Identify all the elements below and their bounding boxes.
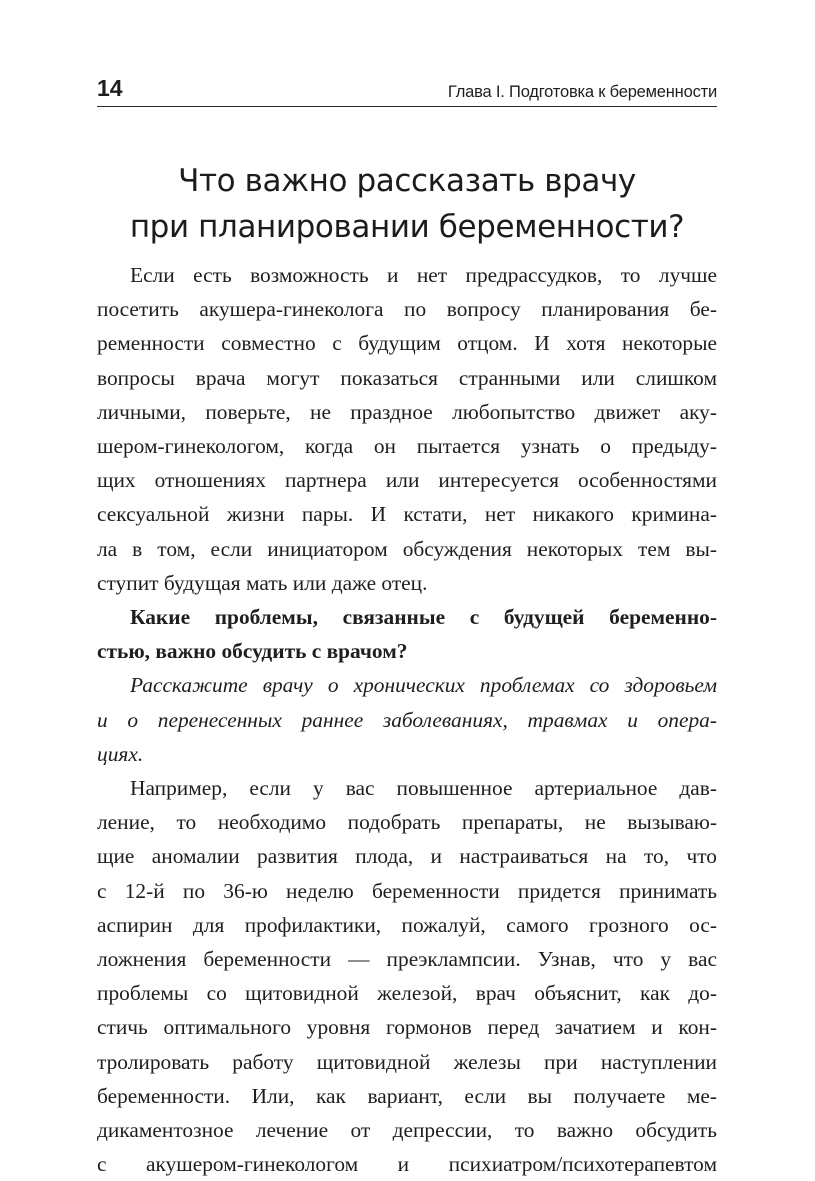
text-line: Расскажите врачу о хронических проблемах со здоровьем [130, 673, 717, 698]
page-number: 14 [97, 75, 123, 101]
text-line: ступит будущая мать или даже отец. [97, 570, 428, 595]
text-line: циях. [97, 741, 144, 766]
chapter-title: Глава I. Подготовка к беременности [447, 82, 717, 101]
text-line: щие аномалии развития плода, и настраиваться на то, что [97, 844, 717, 869]
text-line: Если есть возможность и нет предрассудков, то лучше [130, 263, 717, 287]
question-heading [97, 600, 717, 668]
text-line: шером-гинекологом, когда он пытается узнать о предыду- [97, 434, 717, 459]
section-title-line: Что важно рассказать врачу [178, 163, 636, 199]
text-line: с 12-й по 36-ю неделю беременности придется принимать [97, 878, 717, 903]
text-line: тролировать работу щитовидной железы при наступлении [97, 1049, 717, 1074]
section-title [97, 158, 717, 250]
text-line: аспирин для профилактики, пожалуй, самого грозного ос- [97, 912, 717, 937]
running-head [97, 72, 717, 100]
text-line: посетить акушера-гинеколога по вопросу планирования бе- [97, 297, 717, 322]
text-line: ременности совместно с будущим отцом. И хотя некоторые [97, 331, 717, 356]
text-line: ла в том, если инициатором обсуждения некоторых тем вы- [97, 536, 717, 561]
text-line: и о перенесенных раннее заболеваниях, травмах и опера- [97, 707, 717, 732]
text-line: Например, если у вас повышенное артериальное дав- [130, 776, 717, 801]
text-line: стью, важно обсудить с врачом? [97, 639, 408, 664]
paragraph-example [97, 771, 717, 1181]
text-line: щих отношениях партнера или интересуется особенностями [97, 468, 717, 493]
text-line: проблемы со щитовидной железой, врач объяснит, как до- [97, 981, 717, 1006]
text-line: дикаментозное лечение от депрессии, то важно обсудить [97, 1118, 717, 1143]
text-line: Какие проблемы, связанные с будущей беременно- [130, 605, 717, 630]
answer-italic [97, 668, 717, 771]
text-line: беременности. Или, как вариант, если вы получаете ме- [97, 1083, 717, 1108]
text-line: стичь оптимального уровня гормонов перед зачатием и кон- [97, 1015, 717, 1040]
paragraph-intro [97, 258, 717, 600]
text-line: ложнения беременности — преэклампсии. Узнав, что у вас [97, 947, 717, 972]
text-line: с акушером-гинекологом и психиатром/психотерапевтом [97, 1152, 717, 1177]
text-line: вопросы врача могут показаться странными или слишком [97, 365, 717, 390]
text-line: сексуальной жизни пары. И кстати, нет никакого кримина- [97, 502, 717, 527]
text-line: личными, поверьте, не праздное любопытство движет аку- [97, 399, 717, 424]
header-rule [97, 106, 717, 107]
body-text [97, 258, 717, 1181]
section-title-line: при планировании беременности? [129, 209, 685, 245]
text-line: ление, то необходимо подобрать препараты, не вызываю- [97, 810, 717, 835]
